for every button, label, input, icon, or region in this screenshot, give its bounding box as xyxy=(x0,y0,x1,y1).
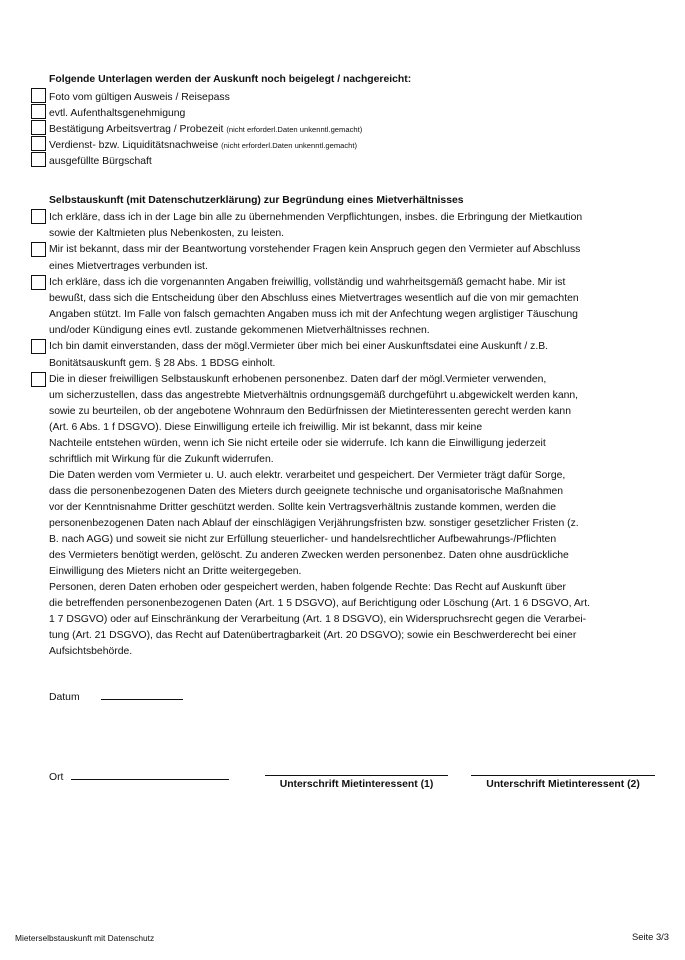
clause-line: Ich erkläre, dass ich die vorgenannten Angaben freiwillig, vollständig und wahrheitsgemäß gemacht habe. Mir ist xyxy=(49,277,566,288)
signature-label-1: Unterschrift Mietinteressent (1) xyxy=(279,779,434,790)
clause-line: Die Daten werden vom Vermieter u. U. auch elektr. verarbeitet und gespeichert. Der Vermieter trägt dafür Sorge, xyxy=(49,470,566,481)
clause-line: Ich erkläre, dass ich in der Lage bin alle zu übernehmenden Verpflichtungen, insbes. die Erbringung der Mietkaution xyxy=(49,212,583,223)
checkbox-clause-no-claim[interactable] xyxy=(31,242,46,257)
attachment-item: ausgefüllte Bürgschaft xyxy=(49,156,152,167)
clause-line: sowie der Kaltmieten plus Nebenkosten, zu leisten. xyxy=(49,228,285,239)
clause-line: vor der Kenntnisnahme Dritter geschützt werden. Sollte kein Vertragsverhältnis zustande kommen, werden die xyxy=(49,502,557,513)
clause-line: schriftlich mit Wirkung für die Zukunft widerrufen. xyxy=(49,454,274,465)
clause-line: eines Mietvertrages verbunden ist. xyxy=(49,261,208,272)
footer-title: Mieterselbstauskunft mit Datenschutz xyxy=(15,933,155,943)
clause-line: Ich bin damit einverstanden, dass der mögl.Vermieter über mich bei einer Auskunftsdatei eine Auskunft / z.B. xyxy=(49,341,549,352)
checkbox-clause-credit-check[interactable] xyxy=(31,339,46,354)
checkbox-employment-contract[interactable] xyxy=(31,120,46,135)
signature-line-2[interactable] xyxy=(471,775,655,776)
attachment-item: Verdienst- bzw. Liquiditätsnachweise (nicht erforderl.Daten unkenntl.gemacht) xyxy=(49,140,358,151)
clause-line: Mir ist bekannt, dass mir der Beantwortung vorstehender Fragen kein Anspruch gegen den Vermieter auf Abschluss xyxy=(49,244,581,255)
signature-label-2: Unterschrift Mietinteressent (2) xyxy=(486,779,640,790)
checkbox-guarantee[interactable] xyxy=(31,152,46,167)
clause-line: um sicherzustellen, dass das angestrebte Mietverhältnis ordnungsgemäß durchgeführt u.abgewickelt werden kann, xyxy=(49,390,579,401)
checkbox-income-proof[interactable] xyxy=(31,136,46,151)
attachments-heading: Folgende Unterlagen werden der Auskunft noch beigelegt / nachgereicht: xyxy=(49,74,412,85)
checkbox-residence-permit[interactable] xyxy=(31,104,46,119)
clause-line: Personen, deren Daten erhoben oder gespeichert werden, haben folgende Rechte: Das Recht auf Auskunft über xyxy=(49,582,566,593)
clause-line: sowie zu beurteilen, ob der angebotene Wohnraum den Bedürfnissen der Mietinteressenten gerecht werden kann xyxy=(49,406,571,417)
attachment-note: (nicht erforderl.Daten unkenntl.gemacht) xyxy=(226,125,363,134)
clause-line: Nachteile entstehen würden, wenn ich Sie nicht erteile oder sie widerrufe. Ich kann die Einwilligung jederzeit xyxy=(49,438,546,449)
date-label: Datum xyxy=(49,692,80,703)
clause-line: und/oder Kündigung eines evtl. zustande gekommenen Mietverhältnisses rechnen. xyxy=(49,325,430,336)
clause-line: B. nach AGG) und soweit sie nicht zur Erfüllung steuerlicher- und handelsrechtlicher Aufbewahrungs-/Pflichten xyxy=(49,534,557,545)
clause-line: bewußt, dass sich die Entscheidung über den Abschluss eines Mietvertrages wesentlich auf die von mir gemachten xyxy=(49,293,579,304)
checkbox-passport[interactable] xyxy=(31,88,46,103)
clause-line: Aufsichtsbehörde. xyxy=(49,646,133,657)
clause-line: Bonitätsauskunft gem. § 28 Abs. 1 BDSG einholt. xyxy=(49,358,276,369)
clause-line: Einwilligung des Mieters nicht an Dritte weitergegeben. xyxy=(49,566,302,577)
date-input-line[interactable] xyxy=(101,688,183,700)
attachment-item: Foto vom gültigen Ausweis / Reisepass xyxy=(49,92,230,103)
attachment-note: (nicht erforderl.Daten unkenntl.gemacht) xyxy=(221,141,358,150)
checkbox-clause-solvency[interactable] xyxy=(31,209,46,224)
date-field xyxy=(49,688,183,704)
clause-line: 1 7 DSGVO) oder auf Einschränkung der Verarbeitung (Art. 1 8 DSGVO), ein Widerspruchsrecht gegen die Verarbei- xyxy=(49,614,587,625)
clause-line: Angaben stützt. Im Falle von falsch gemachten Angaben muss ich mit der Anfechtung wegen arglistiger Täuschung xyxy=(49,309,578,320)
signature-line-1[interactable] xyxy=(265,775,448,776)
page-number: Seite 3/3 xyxy=(631,931,669,942)
clause-line: des Vermieters benötigt werden, gelöscht. Zu anderen Zwecken werden personenbez. Daten ohne ausdrückliche xyxy=(49,550,569,561)
clause-line: tung (Art. 21 DSGVO), das Recht auf Datenübertragbarkeit (Art. 20 DSGVO); sowie ein Beschwerderecht bei einer xyxy=(49,630,577,641)
attachment-item: Bestätigung Arbeitsvertrag / Probezeit (nicht erforderl.Daten unkenntl.gemacht) xyxy=(49,124,363,135)
attachment-item: evtl. Aufenthaltsgenehmigung xyxy=(49,108,186,119)
clause-line: Die in dieser freiwilligen Selbstauskunft erhobenen personenbez. Daten darf der mögl.Vermieter verwenden, xyxy=(49,374,547,385)
clause-line: die betreffenden personenbezogenen Daten (Art. 1 5 DSGVO), auf Berichtigung oder Löschung (Art. 1 6 DSGVO, Art. xyxy=(49,598,591,609)
place-field xyxy=(49,768,229,784)
clause-line: dass die personenbezogenen Daten des Mieters durch geeignete technische und organisatorische Maßnahmen xyxy=(49,486,564,497)
clause-line: personenbezogenen Daten nach Ablauf der einschlägigen Verjährungsfristen bzw. sonstiger gesetzlicher Fristen (z. xyxy=(49,518,579,529)
place-label: Ort xyxy=(49,772,64,783)
checkbox-clause-data-protection[interactable] xyxy=(31,372,46,387)
self-disclosure-heading: Selbstauskunft (mit Datenschutzerklärung) zur Begründung eines Mietverhältnisses xyxy=(49,195,464,206)
clause-line: (Art. 6 Abs. 1 f DSGVO). Diese Einwilligung erteile ich freiwillig. Mir ist bekannt, dass mir keine xyxy=(49,422,483,433)
checkbox-clause-truthful[interactable] xyxy=(31,275,46,290)
place-input-line[interactable] xyxy=(71,768,229,780)
